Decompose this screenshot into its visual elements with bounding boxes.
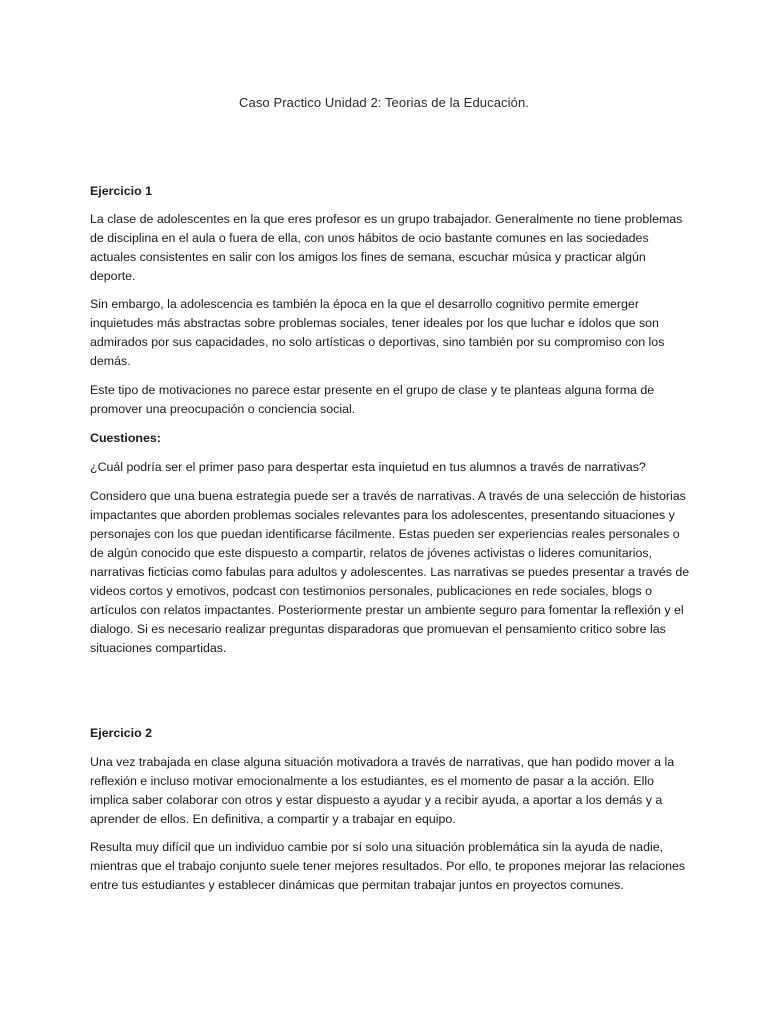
- question-text: ¿Cuál podría ser el primer paso para despertar esta inquietud en tus alumnos a través de narrativas?: [90, 460, 646, 474]
- ejercicio-2-heading-block: [90, 724, 690, 743]
- ejercicio-1-paragraph-2-block: [90, 295, 690, 371]
- ejercicio-1-paragraph-2: Sin embargo, la adolescencia es también la época en la que el desarrollo cognitivo permite emerger inquietudes más abstractas sobre problemas sociales, tener ideales por los que luchar e ídolos que son admirados por sus capacidades, no solo artísticas o deportivas, sino también por su compromiso con los demás.: [90, 297, 665, 368]
- ejercicio-2-paragraph-1: Una vez trabajada en clase alguna situación motivadora a través de narrativas, que han podido mover a la reflexión e incluso motivar emocionalmente a los estudiantes, es el momento de pasar a la acción. Ello implica saber colaborar con otros y estar dispuesto a ayudar y a recibir ayuda, a aportar a los demás y a aprender de ellos. En definitiva, a compartir y a trabajar en equipo.: [90, 755, 675, 826]
- ejercicio-2-paragraph-2-block: [90, 838, 690, 895]
- ejercicio-1-paragraph-1: La clase de adolescentes en la que eres profesor es un grupo trabajador. Generalmente no tiene problemas de disciplina en el aula o fuera de ella, con unos hábitos de ocio bastante comunes en las sociedades actuales consistentes en salir con los amigos los fines de semana, escuchar música y practicar algún deporte.: [90, 212, 683, 283]
- answer-block: [90, 487, 690, 658]
- answer-text: Considero que una buena estrategia puede ser a través de narrativas. A través de una selección de historias impactantes que aborden problemas sociales relevantes para los adolescentes, presentando situaciones y personajes con los que puedan identificarse fácilmente. Estas pueden ser experiencias reales personales o de algún conocido que este dispuesto a compartir, relatos de jóvenes activistas o lideres comunitarios, narrativas ficticias como fabulas para adultos y adolescentes. Las narrativas se puedes presentar a través de videos cortos y emotivos, podcast con testimonios personales, publicaciones en rede sociales, blogs o artículos con relatos impactantes. Posteriormente prestar un ambiente seguro para fomentar la reflexión y el dialogo. Si es necesario realizar preguntas disparadoras que promuevan el pensamiento critico sobre las situaciones compartidas.: [90, 489, 690, 655]
- ejercicio-1-heading-block: [90, 182, 690, 201]
- ejercicio-1-paragraph-3-block: [90, 381, 690, 419]
- ejercicio-1-paragraph-1-block: [90, 210, 690, 286]
- document-title: Caso Practico Unidad 2: Teorias de la Educación.: [239, 95, 529, 110]
- ejercicio-2-paragraph-1-block: [90, 753, 690, 829]
- ejercicio-1-heading: Ejercicio 1: [90, 184, 152, 198]
- ejercicio-2-paragraph-2: Resulta muy difícil que un individuo cambie por sí solo una situación problemática sin la ayuda de nadie, mientras que el trabajo conjunto suele tener mejores resultados. Por ello, te propones mejorar las relaciones entre tus estudiantes y establecer dinámicas que permitan trabajar juntos en proyectos comunes.: [90, 840, 686, 892]
- ejercicio-2-heading: Ejercicio 2: [90, 726, 152, 740]
- cuestiones-heading-block: [90, 429, 690, 448]
- ejercicio-1-paragraph-3: Este tipo de motivaciones no parece estar presente en el grupo de clase y te planteas alguna forma de promover una preocupación o conciencia social.: [90, 383, 655, 416]
- cuestiones-heading: Cuestiones:: [90, 431, 161, 445]
- question-block: [90, 458, 690, 477]
